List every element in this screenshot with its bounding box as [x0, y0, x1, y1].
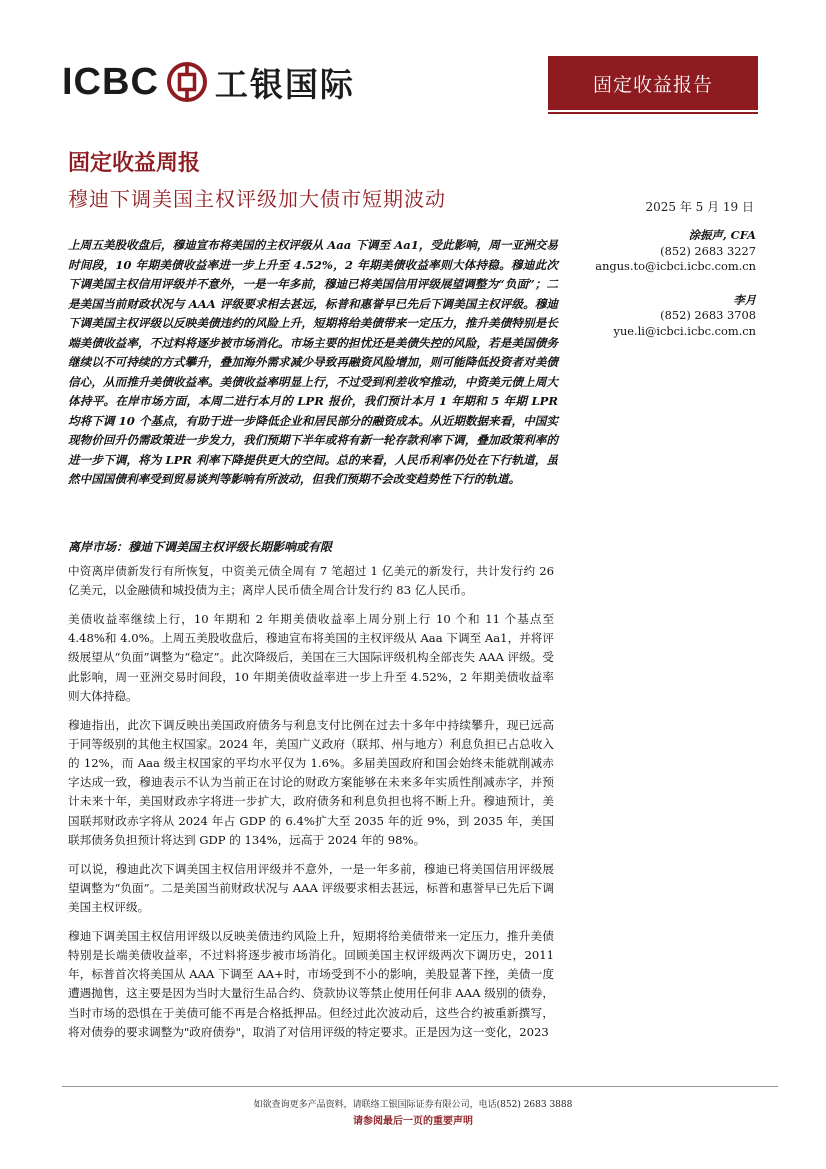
report-date: 2025 年 5 月 19 日: [645, 200, 754, 214]
footer-divider: [62, 1086, 778, 1087]
report-type-banner: 固定收益报告: [548, 56, 758, 110]
logo-text-en: ICBC: [62, 60, 159, 103]
analyst-card: [556, 228, 756, 275]
analyst-contacts: [556, 228, 756, 357]
analyst-name: 李月: [733, 292, 756, 307]
footer-disclaimer: 请参阅最后一页的重要声明: [353, 1116, 473, 1127]
analyst-card: [556, 293, 756, 340]
report-title: 穆迪下调美国主权评级加大债市短期波动: [68, 187, 446, 211]
body-paragraph: 美债收益率继续上行，10 年期和 2 年期美债收益率上周分别上行 10 个和 11 个基点至 4.48%和 4.0%。上周五美股收盘后，穆迪宣布将美国的主权评级从 Aaa 下调至 Aa1，并将评级展望从“负面”调整为“稳定”。此次降级后，美国在三大国际评级机构全部丧失 AAA 评级。受此影响，周一亚洲交易时间段，10 年期美债收益率进一步上升至 4.52%，2 年期美债收益率则大体持稳。: [68, 612, 554, 703]
analyst-phone: (852) 2683 3227: [660, 243, 756, 258]
section-heading: 离岸市场：穆迪下调美国主权评级长期影响或有限: [68, 540, 333, 554]
body-paragraph: 穆迪下调美国主权信用评级以反映美债违约风险上升，短期将给美债带来一定压力，推升美债特别是长端美债收益率，不过料将逐步被市场消化。回顾美国主权评级两次下调历史，2011 年，标普首次将美国从 AAA 下调至 AA+时，市场受到不小的影响，美股显著下挫，美债一度遭遇抛售，这主要是因为当时大量衍生品合约、贷款协议等禁止使用任何非 AAA 级别的债券，当时市场的恐惧在于美债可能不再是合格抵押品。但经过此次波动后，这些合约被重新撰写，将对债券的要求调整为"政府债券"，取消了对信用评级的特定要求。正是因为这一变化，2023: [68, 928, 554, 1039]
body-paragraph: 穆迪指出，此次下调反映出美国政府债务与利息支付比例在过去十多年中持续攀升，现已远高于同等级别的其他主权国家。2024 年，美国广义政府（联邦、州与地方）利息负担已占总收入的 12%，而 Aaa 级主权国家的平均水平仅为 1.6%。多届美国政府和国会始终未能就削减赤字达成一致，穆迪表示不认为当前正在讨论的财政方案能够在未来多年实质性削减赤字，并预计未来十年，美国财政赤字将进一步扩大，政府债务和利息负担也将不断上升。穆迪预计，美国联邦财政赤字将从 2024 年占 GDP 的 6.4%扩大至 2035 年的近 9%，到 2035 年，美国联邦债务负担预计将达到 GDP 的 134%，远高于 2024 年的 98%。: [68, 717, 554, 847]
analyst-email[interactable]: angus.to@icbci.icbc.com.cn: [595, 259, 756, 273]
icbc-seal-icon: [167, 62, 207, 102]
analyst-name: 涂振声, CFA: [688, 228, 756, 242]
footer-contact: 如欲查询更多产品资料，请联络工银国际证券有限公司，电话(852) 2683 3888: [253, 1100, 573, 1110]
company-logo: [62, 58, 355, 106]
analyst-phone: (852) 2683 3708: [660, 308, 756, 322]
analyst-email[interactable]: yue.li@icbci.icbc.com.cn: [613, 323, 756, 338]
body-paragraph: 可以说，穆迪此次下调美国主权信用评级并不意外，一是一年多前，穆迪已将美国信用评级展望调整为“负面”。二是美国当前财政状况与 AAA 评级要求相去甚远，标普和惠誉早已先后下调美国主权评级。: [68, 861, 554, 915]
body-paragraph: 中资离岸债新发行有所恢复，中资美元债全周有 7 笔超过 1 亿美元的新发行，共计发行约 26 亿美元，以金融债和城投债为主；离岸人民币债全周合计发行约 83 亿人民币。: [68, 564, 554, 598]
body-text: [68, 562, 554, 1052]
report-header: [0, 0, 826, 120]
logo-text-cn: 工银国际: [214, 64, 355, 104]
banner-underline: [548, 112, 758, 114]
executive-summary: 上周五美股收盘后，穆迪宣布将美国的主权评级从 Aaa 下调至 Aa1，受此影响，周一亚洲交易时间段，10 年期美债收益率进一步上升至 4.52%，2 年期美债收益率则大体持稳。穆迪此次下调美国主权信用评级并不意外，一是一年多前，穆迪已将美国信用评级展望调整为“负面”；二是美国当前财政状况与 AAA 评级要求相去甚远，标普和惠誉早已先后下调美国主权评级。穆迪下调美国主权评级以反映美债违约的风险上升，短期将给美债带来一定压力，推升美债特别是长端美债收益率，不过料将逐步被市场消化。市场主要的担忧还是美债失控的风险，若是美国债务继续以不可持续的方式攀升，叠加海外需求减少导致再融资风险增加，则可能降低投资者对美债信心，从而推升美债收益率。美债收益率明显上行，不过受到利差收窄推动，中资美元债上周大体持平。在岸市场方面，本周二进行本月的 LPR 报价，我们预计本月 1 年期和 5 年期 LPR 均将下调 10 个基点，有助于进一步降低企业和居民部分的融资成本。从近期数据来看，中国实现物价回升仍需政策进一步发力，我们预期下半年或将有新一轮存款利率下调，叠加政策利率的进一步下调，将为 LPR 利率下降提供更大的空间。总的来看，人民币利率仍处在下行轨道，虽然中国国债利率受到贸易谈判等影响有所波动，但我们预期不会改变趋势性下行的轨道。: [68, 238, 558, 486]
series-title: 固定收益周报: [68, 151, 201, 176]
